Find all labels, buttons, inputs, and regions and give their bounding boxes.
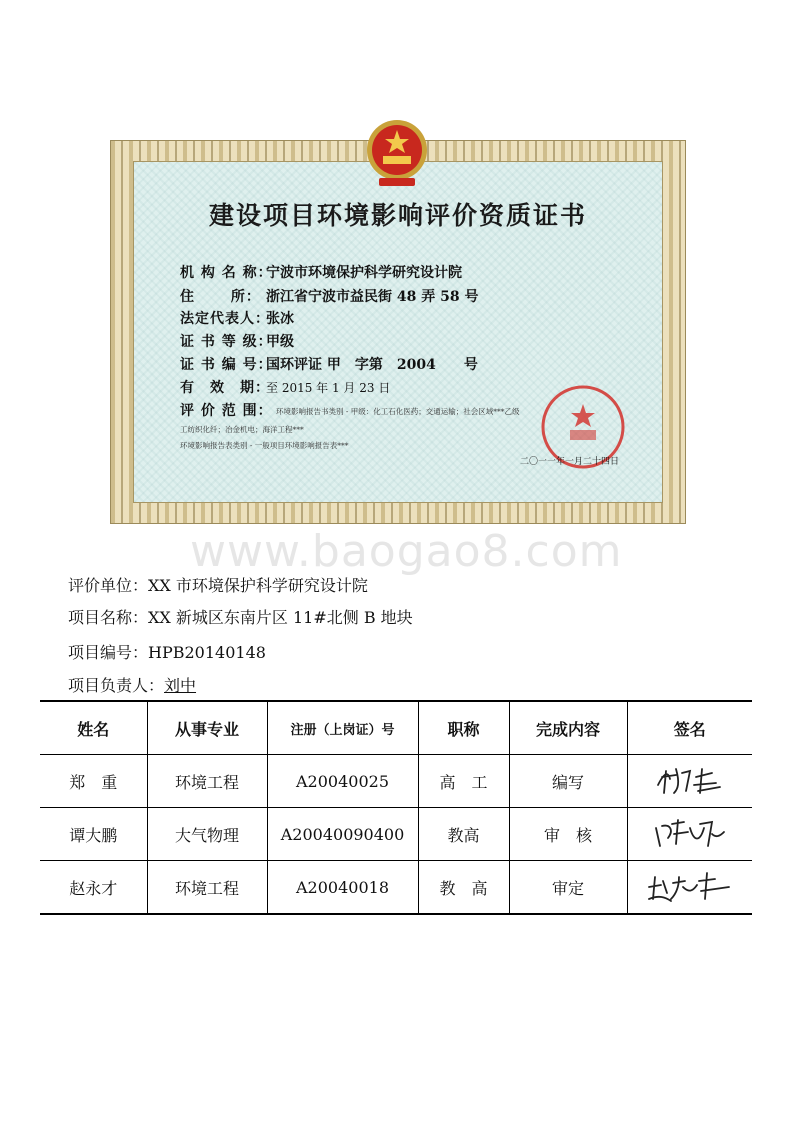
cert-row-scope bbox=[180, 400, 273, 420]
cert-row-label: 住 所： bbox=[180, 289, 261, 305]
cert-row-grade bbox=[180, 331, 294, 351]
cell-title: 教 高 bbox=[418, 861, 509, 915]
table-row bbox=[40, 808, 752, 861]
cert-row-label: 证 书 等 级： bbox=[180, 334, 273, 350]
cell-title: 教高 bbox=[418, 808, 509, 861]
cert-row-validity bbox=[180, 377, 390, 397]
cert-row-value: 浙江省宁波市益民街 48 弄 58 号 bbox=[266, 289, 479, 305]
table-row bbox=[40, 755, 752, 808]
cert-row-org bbox=[180, 262, 462, 282]
cert-row-number bbox=[180, 354, 478, 374]
header-name: 姓名 bbox=[40, 701, 147, 755]
header-registration: 注册（上岗证）号 bbox=[267, 701, 418, 755]
header-title: 职称 bbox=[418, 701, 509, 755]
watermark: www.baogao8.com bbox=[190, 526, 623, 577]
info-value: XX 市环境保护科学研究设计院 bbox=[148, 576, 368, 595]
cert-row-label: 评 价 范 围： bbox=[180, 403, 273, 419]
cell-name: 郑 重 bbox=[40, 755, 147, 808]
cell-registration: A20040018 bbox=[267, 861, 418, 915]
cell-name: 赵永才 bbox=[40, 861, 147, 915]
certificate-date: 二〇一一年一月二十四日 bbox=[520, 457, 620, 467]
header-task: 完成内容 bbox=[509, 701, 627, 755]
signature-tan-dapeng bbox=[650, 816, 730, 852]
cert-row-value: 宁波市环境保护科学研究设计院 bbox=[266, 265, 462, 281]
cell-name: 谭大鹏 bbox=[40, 808, 147, 861]
cert-row-label: 证 书 编 号： bbox=[180, 357, 273, 373]
info-label: 项目名称： bbox=[68, 608, 149, 627]
staff-table bbox=[40, 700, 752, 915]
info-unit bbox=[68, 573, 368, 596]
cert-row-value: 至 2015 年 1 月 23 日 bbox=[266, 381, 391, 395]
national-emblem-icon bbox=[365, 116, 429, 188]
info-number bbox=[68, 640, 266, 663]
scope-line-3: 环境影响报告表类别 - 一般项目环境影响报告表*** bbox=[180, 441, 349, 450]
cell-task: 审定 bbox=[509, 861, 627, 915]
info-label: 项目负责人： bbox=[68, 676, 165, 695]
cell-signature bbox=[627, 808, 752, 861]
cert-row-value: 张冰 bbox=[266, 311, 294, 327]
info-label: 评价单位： bbox=[68, 576, 149, 595]
cell-task: 审 核 bbox=[509, 808, 627, 861]
cell-registration: A20040090400 bbox=[267, 808, 418, 861]
cell-major: 大气物理 bbox=[147, 808, 267, 861]
table-row bbox=[40, 861, 752, 915]
cert-row-label: 机 构 名 称： bbox=[180, 265, 273, 281]
cert-row-value: 国环评证 甲 字第 2004 号 bbox=[266, 357, 478, 373]
header-major: 从事专业 bbox=[147, 701, 267, 755]
signature-zheng-zhong bbox=[650, 763, 730, 799]
cell-registration: A20040025 bbox=[267, 755, 418, 808]
scope-line-1: 环境影响报告书类别 - 甲级：化工石化医药；交通运输；社会区域***乙级 bbox=[276, 407, 520, 416]
info-value: 刘中 bbox=[164, 676, 197, 695]
info-project bbox=[68, 605, 413, 628]
table-header-row bbox=[40, 701, 752, 755]
cert-row-address bbox=[180, 286, 478, 306]
certificate-title: 建设项目环境影响评价资质证书 bbox=[208, 201, 587, 230]
scope-line-2: 工纺织化纤；冶金机电；海洋工程*** bbox=[180, 425, 304, 434]
cert-row-value: 甲级 bbox=[266, 334, 294, 350]
cell-title: 高 工 bbox=[418, 755, 509, 808]
info-leader bbox=[68, 673, 196, 696]
cert-row-label: 有 效 期： bbox=[180, 380, 270, 396]
header-signature: 签名 bbox=[627, 701, 752, 755]
info-value: HPB20140148 bbox=[148, 643, 266, 662]
cert-row-legal-rep bbox=[180, 308, 294, 328]
cert-row-label: 法定代表人： bbox=[180, 311, 270, 327]
cell-signature bbox=[627, 755, 752, 808]
signature-zhao-yongcai bbox=[645, 869, 735, 905]
info-label: 项目编号： bbox=[68, 643, 149, 662]
cell-major: 环境工程 bbox=[147, 755, 267, 808]
cell-signature bbox=[627, 861, 752, 915]
cell-task: 编写 bbox=[509, 755, 627, 808]
cell-major: 环境工程 bbox=[147, 861, 267, 915]
info-value: XX 新城区东南片区 11#北侧 B 地块 bbox=[148, 608, 413, 627]
